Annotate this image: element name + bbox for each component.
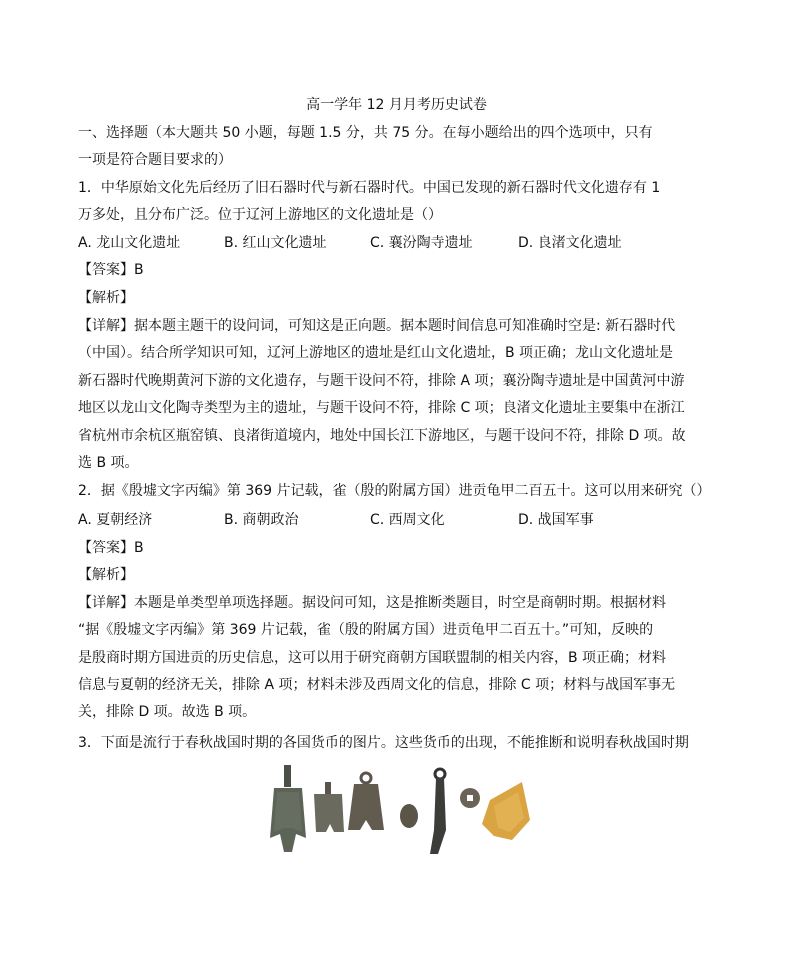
q2-option-b: B. 商朝政治 bbox=[224, 512, 299, 528]
round-coin-icon bbox=[460, 788, 480, 808]
q1-detail-line: 【详解】据本题主题干的设问词，可知这是正向题。据本题时间信息可知准确时空是: 新石器时代 bbox=[78, 318, 676, 334]
q3-stem: 3．下面是流行于春秋战国时期的各国货币的图片。这些货币的出现，不能推断和说明春秋战国时期 bbox=[78, 735, 689, 751]
round-coin-icon bbox=[400, 804, 418, 828]
q2-analysis-label: 【解析】 bbox=[78, 567, 134, 583]
q2-detail-line: “据《殷墟文字丙编》第 369 片记载，雀（殷的附属方国）进贡龟甲二百五十。”可知，反映的 bbox=[78, 622, 654, 638]
spade-coin-icon bbox=[348, 773, 384, 830]
section-heading-line1: 一、选择题（本大题共 50 小题，每题 1.5 分，共 75 分。在每小题给出的四个选项中，只有 bbox=[78, 125, 653, 141]
ancient-coins-image bbox=[262, 760, 534, 860]
q2-option-c: C. 西周文化 bbox=[370, 512, 445, 528]
q1-stem-line2: 万多处，且分布广泛。位于辽河上游地区的文化遗址是（） bbox=[78, 207, 442, 223]
q1-detail-line: 选 B 项。 bbox=[78, 455, 139, 471]
spade-coin-icon bbox=[314, 782, 344, 832]
q2-option-d: D. 战国军事 bbox=[518, 512, 594, 528]
section-heading-line2: 一项是符合题目要求的） bbox=[78, 152, 232, 168]
q1-option-a: A. 龙山文化遗址 bbox=[78, 235, 181, 251]
knife-coin-icon bbox=[430, 769, 446, 854]
spade-coin-icon bbox=[270, 765, 306, 852]
q1-answer: 【答案】B bbox=[78, 262, 144, 278]
q1-detail-line: 省杭州市余杭区瓶窑镇、良渚街道境内，地处中国长江下游地区，与题干设问不符，排除 D 项。故 bbox=[78, 428, 686, 444]
q1-option-d: D. 良渚文化遗址 bbox=[518, 235, 622, 251]
q2-detail-line: 【详解】本题是单类型单项选择题。据设问可知，这是推断类题目，时空是商朝时期。根据材料 bbox=[78, 595, 666, 611]
q1-detail-line: （中国）。结合所学知识可知，辽河上游地区的遗址是红山文化遗址，B 项正确；龙山文化遗址是 bbox=[78, 345, 674, 361]
q1-analysis-label: 【解析】 bbox=[78, 290, 134, 306]
q2-answer: 【答案】B bbox=[78, 540, 144, 556]
q1-detail-line: 新石器时代晚期黄河下游的文化遗存，与题干设问不符，排除 A 项；襄汾陶寺遗址是中国黄河中游 bbox=[78, 373, 685, 389]
q1-option-b: B. 红山文化遗址 bbox=[224, 235, 327, 251]
q2-detail-line: 是殷商时期方国进贡的历史信息，这可以用于研究商朝方国联盟制的相关内容，B 项正确；材料 bbox=[78, 650, 667, 666]
q1-stem-line1: 1．中华原始文化先后经历了旧石器时代与新石器时代。中国已发现的新石器时代文化遗存有 1 bbox=[78, 180, 661, 196]
page-title: 高一学年 12 月月考历史试卷 bbox=[306, 97, 487, 113]
q2-option-a: A. 夏朝经济 bbox=[78, 512, 153, 528]
q1-detail-line: 地区以龙山文化陶寺类型为主的遗址，与题干设问不符，排除 C 项；良渚文化遗址主要集中在浙江 bbox=[78, 400, 685, 416]
gold-plate-icon bbox=[482, 782, 530, 840]
q2-stem: 2．据《殷墟文字丙编》第 369 片记载，雀（殷的附属方国）进贡龟甲二百五十。这可以用来研究（） bbox=[78, 483, 711, 499]
q1-option-c: C. 襄汾陶寺遗址 bbox=[370, 235, 473, 251]
q2-detail-line: 关，排除 D 项。故选 B 项。 bbox=[78, 704, 257, 720]
q2-detail-line: 信息与夏朝的经济无关，排除 A 项；材料未涉及西周文化的信息，排除 C 项；材料与战国军事无 bbox=[78, 677, 676, 693]
